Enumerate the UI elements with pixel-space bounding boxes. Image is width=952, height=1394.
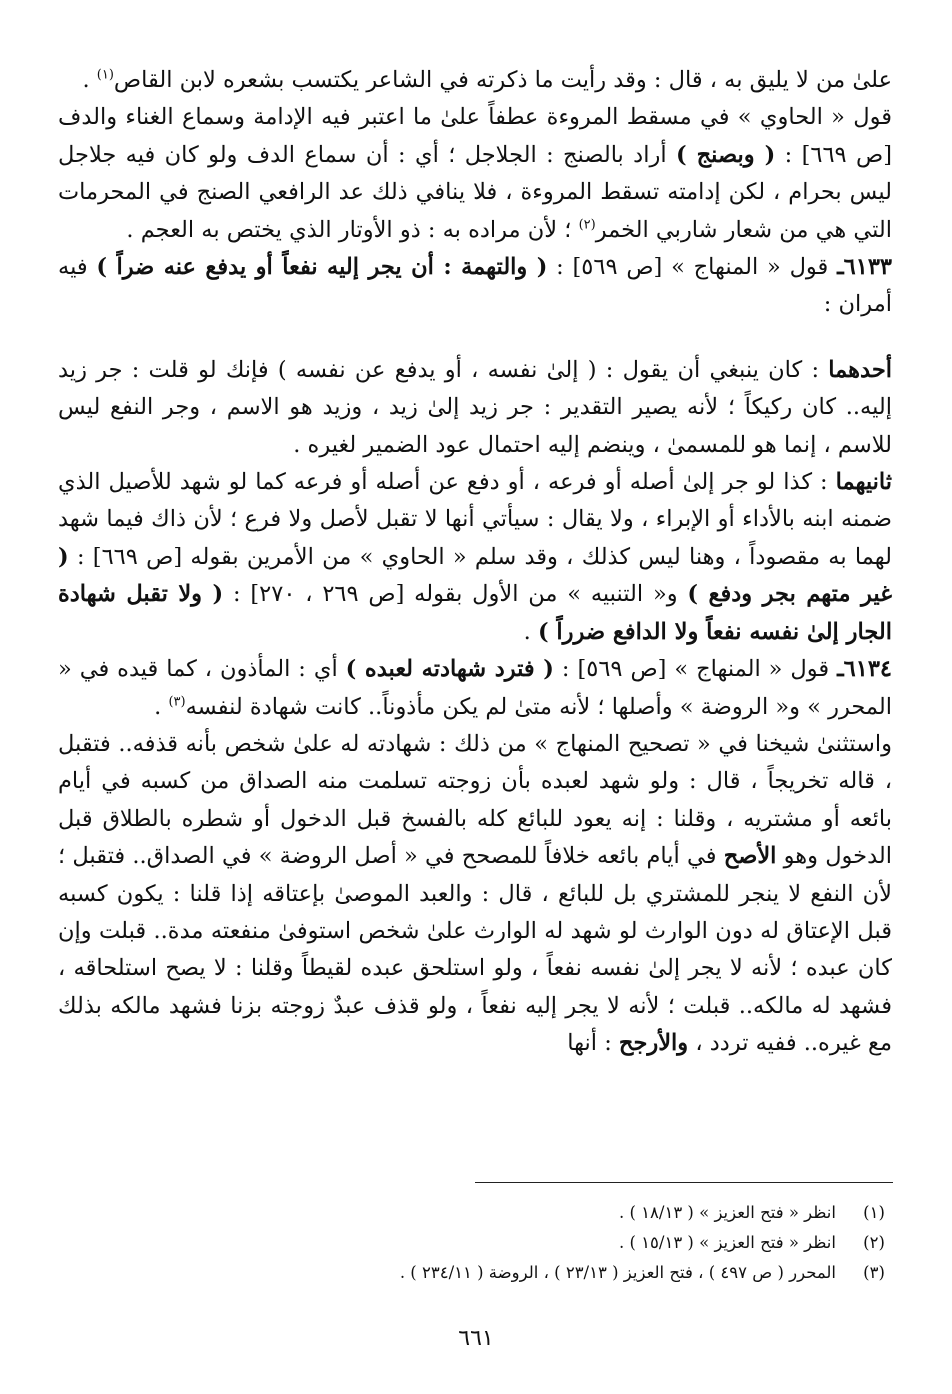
footnotes [60,1198,892,1288]
paragraph-hawi-sanj: قول « الحاوي » في مسقط المروءة عطفاً علىٰ ما اعتبر فيه الإدامة وسماع الغناء والدف [ص ٦٦٩] : ( وبصنج ) أراد بالصنج : الجلاجل ؛ أي : أن سماع الدف ولو كان فيه جلاجل ليس بحرام ، لكن إدامته تسقط المروءة ، فلا ينافي ذلك عد الرافعي الصنج في المحرمات التي هي من شعار شاربي الخمر$^{(٢)}$ ؛ لأن مراده به : ذو الأوتار الذي يختص به العجم . [58,104,892,243]
footnote-item: (١) انظر « فتح العزيز » ( ١٨/١٣ ) . [619,1203,885,1222]
paragraph-6133: ٦١٣٣ـ قول « المنهاج » [ص ٥٦٩] : ( والتهمة : أن يجر إليه نفعاً أو يدفع عنه ضراً ) فيه أمران : [58,254,892,318]
paragraph-6134: ٦١٣٤ـ قول « المنهاج » [ص ٥٦٩] : ( فترد شهادته لعبده ) أي : المأذون ، كما قيده في « المحرر » و« الروضة » وأصلها ؛ لأنه متىٰ لم يكن مأذوناً.. كانت شهادة لنفسه$^{(٣)}$ . [58,656,893,720]
footnote-divider [475,1182,893,1183]
footnote-ref[interactable]: (٢) [578,217,596,233]
footnote-ref[interactable]: (١) [96,67,114,83]
footnote-ref[interactable]: (٣) [168,694,186,709]
paragraph-exceptions: واستثنىٰ شيخنا في « تصحيح المنهاج » من ذلك : شهادته له علىٰ شخص بأنه قذفه.. فتقبل ، قاله تخريجاً ، قال : ولو شهد لعبده بأن زوجته تسلمت منه الصداق من كسبه في أيام بائعه أو مشتريه ، وقلنا : إنه يعود للبائع كله بالفسخ قبل الدخول أو شطره بالطلاق قبل الدخول وهو الأصح في أيام بائعه خلافاً للمصحح في « أصل الروضة » في الصداق.. فتقبل ؛ لأن النفع لا ينجر للمشتري بل للبائع ، قال : والعبد الموصىٰ بإعتاقه إذا قلنا : يكون كسبه قبل الإعتاق له دون الوارث لو شهد له الوارث علىٰ شخص استوفىٰ منفعته مدة.. قبلت وإن كان عبده ؛ لأنه لا يجر إلىٰ نفسه نفعاً ، ولو استلحق عبده لقيطاً وقلنا : لا يصح استلحاقه ، فشهد له مالكه.. قبلت ؛ لأنه لا يجر إليه نفعاً ، ولو قذف عبدٌ زوجته بزنا فشهد مالكه بذلك مع غيره.. ففيه تردد ، والأرجح : أنها [58,730,892,1057]
footnote-item: (٣) المحرر ( ص ٤٩٧ ) ، فتح العزيز ( ٢٣/١٣ ) ، الروضة ( ٢٣٤/١١ ) . [399,1263,885,1282]
footnote-item: (٢) انظر « فتح العزيز » ( ١٥/١٣ ) . [619,1233,885,1252]
page-number: ٦٦١ [458,1326,494,1351]
main-text [58,62,892,1063]
paragraph-continuation: علىٰ من لا يليق به ، قال : وقد رأيت ما ذكرته في الشاعر يكتسب بشعره لابن القاص$^{(١)}$ . [82,67,892,93]
paragraph-first-issue: أحدهما : كان ينبغي أن يقول : ( إلىٰ نفسه ، أو يدفع عن نفسه ) فإنك لو قلت : جر زيد إليه.. كان ركيكاً ؛ لأنه يصير التقدير : جر زيد إلىٰ زيد ، وزيد هو الاسم ، وجر النفع ليس للاسم ، إنما هو للمسمىٰ ، وينضم إليه احتمال عود الضمير لغيره . [58,356,892,458]
paragraph-second-issue: ثانيهما : كذا لو جر إلىٰ أصله أو فرعه ، أو دفع عن أصله أو فرعه كما لو شهد للأصيل الذي ضمنه ابنه بالأداء أو الإبراء ، ولا يقال : سيأتي أنها لا تقبل لأصل ولا فرع ؛ لأن ذاك فيما شهد لهما به مقصوداً ، وهنا ليس كذلك ، وقد سلم « الحاوي » من الأمرين بقوله [ص ٦٦٩] : ( غير متهم بجر ودفع ) و« التنبيه » من الأول بقوله [ص ٢٦٩ ، ٢٧٠] : ( ولا تقبل شهادة الجار إلىٰ نفسه نفعاً ولا الدافع ضرراً ) . [58,469,892,645]
